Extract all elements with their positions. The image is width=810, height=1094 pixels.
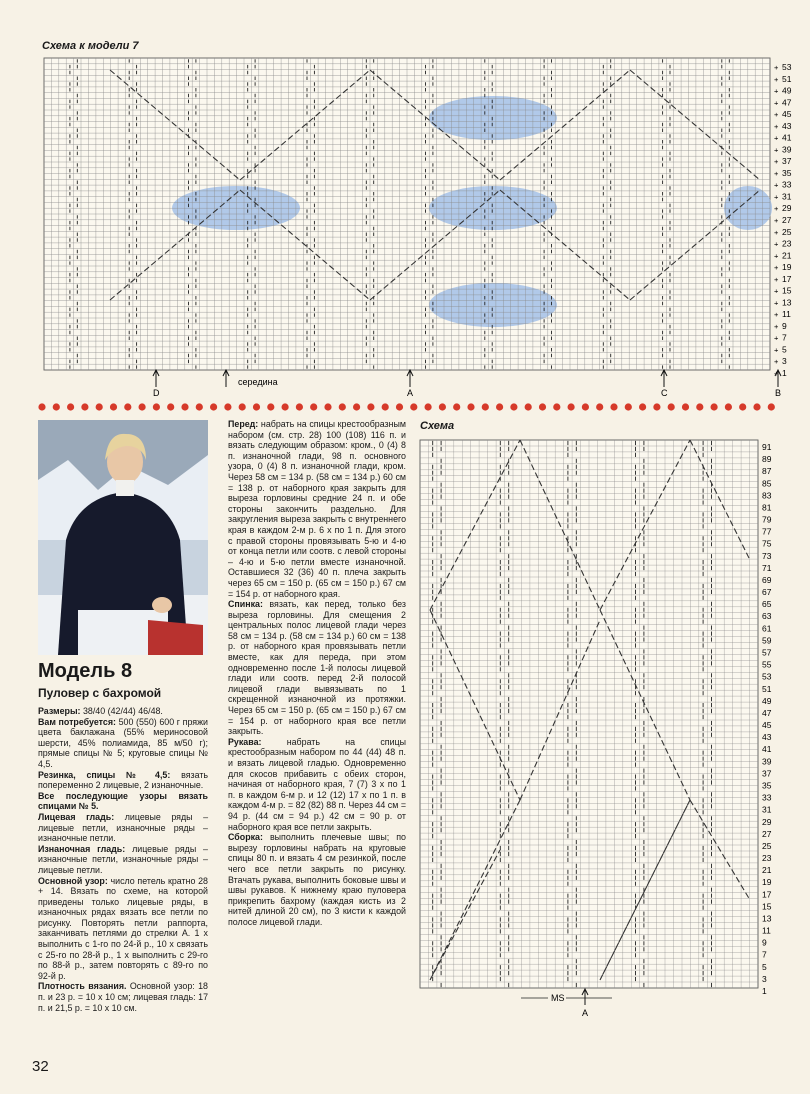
chart2-row-label: 7 (762, 949, 767, 960)
chart1-row-label: 33 (782, 179, 792, 190)
chart1-plus: + (774, 263, 779, 273)
chart2-row-label: 55 (762, 659, 772, 670)
chart2-row-label: 1 (762, 986, 767, 996)
sizes-head: Размеры: (38, 706, 81, 716)
chart2-row-label: 13 (762, 913, 772, 924)
chart1-row-label: 7 (782, 332, 787, 343)
chart1-plus: + (774, 168, 779, 178)
chart1-plus: + (774, 321, 779, 331)
chart2-row-label: 81 (762, 502, 772, 513)
chart2-row-label: 37 (762, 768, 772, 779)
chart1-row-label: 53 (782, 62, 792, 72)
chart2-row-label: 17 (762, 889, 772, 900)
chart1-row-label: 13 (782, 297, 792, 308)
chart1-row-label: 25 (782, 226, 792, 237)
chart2-row-label: 53 (762, 671, 772, 682)
chart1-plus: + (774, 286, 779, 296)
chart2-row-label: 63 (762, 611, 772, 622)
chart2-row-label: 89 (762, 454, 772, 465)
chart1-plus: + (774, 98, 779, 108)
chart2-row-label: 21 (762, 865, 772, 876)
chart2-row-label: 27 (762, 828, 772, 839)
chart2-row-label: 9 (762, 937, 767, 948)
chart1-row-label: 21 (782, 250, 792, 261)
chart1-plus: + (774, 216, 779, 225)
chart2-row-label: 11 (762, 925, 771, 936)
chart1-title: Схема к модели 7 (42, 40, 139, 52)
chart2-row-label: 45 (762, 720, 772, 731)
sleeves-text: набрать на спицы крестообразным набором по 44 (44) 48 п. и вязать лицевой гладью. Одновременно для скосов прибавить с обеих сторон, начиная от наборного края, 7 (7) 3 x по 1 п. в каждом 6-м р. и 12 (12) 17 x по 1 п. в каждом 4-м р. = 82 (82) 88 п. Через 44 см = 94 р. (44 см = 94 р.) 42 см = 90 р. от наборного края все петли закрыть. (228, 736, 406, 832)
chart2-row-label: 3 (762, 973, 767, 984)
chart2-row-label: 65 (762, 599, 772, 610)
chart1-marker-label: A (407, 388, 414, 398)
chart2-ms-label: MS (551, 993, 565, 1003)
chart2-row-label: 83 (762, 490, 772, 501)
chart2-row-label: 43 (762, 732, 772, 743)
chart1-marker-label: C (661, 388, 668, 398)
chart1-row-label: 5 (782, 344, 787, 355)
chart2-row-label: 47 (762, 707, 772, 718)
chart2-row-label: 91 (762, 442, 772, 452)
chart1-row-label: 11 (782, 309, 791, 320)
model-subtitle: Пуловер с бахромой (38, 686, 162, 700)
chart2-row-label: 79 (762, 514, 772, 525)
chart1-plus: + (774, 239, 779, 249)
main-pattern-text: число петель кратно 28 + 14. Вязать по схеме, на которой приведены только лицевые ряды, в изнаночных рядах вязать все петли по рисунку. Повторять петли раппорта, заканчивать петлями до стрелки A. 1 x выполнить с 1-го по 24-й р., 10 x связать с 25-го по 28-й р., 1 x выполнить с 29-го по 88-й р., затем повторять с 89-го по 92-й р. (38, 875, 208, 981)
chart1-row-label: 31 (782, 191, 792, 202)
chart2-marker-label: A (582, 1008, 589, 1018)
chart2-row-label: 29 (762, 816, 772, 827)
chart2-row-label: 69 (762, 574, 772, 585)
chart1-plus: + (774, 333, 779, 343)
chart2-row-label: 49 (762, 695, 772, 706)
sleeves-head: Рукава: (228, 736, 262, 747)
chart1-row-label: 39 (782, 144, 792, 155)
chart1-plus: + (774, 310, 779, 320)
model-title: Модель 8 (38, 660, 133, 682)
chart2-row-label: 75 (762, 538, 772, 549)
chart1-plus: + (774, 157, 779, 167)
chart2-row-label: 85 (762, 478, 772, 489)
front-head: Перед: (228, 419, 259, 429)
chart1-row-label: 47 (782, 97, 792, 108)
gauge-head: Плотность вязания. (38, 981, 127, 992)
chart1-row-label: 49 (782, 85, 792, 96)
chart1-row-label: 45 (782, 109, 792, 120)
assembly-head: Сборка: (228, 832, 263, 843)
reverse-head: Изнаночная гладь: (38, 843, 126, 854)
chart1-row-label: 23 (782, 238, 792, 249)
chart1-plus: + (774, 133, 779, 143)
chart2-row-label: 73 (762, 550, 772, 561)
chart2-row-label: 31 (762, 804, 772, 815)
chart1-plus: + (774, 251, 779, 261)
chart1-row-label: 1 (782, 368, 787, 378)
chart1-row-label: 17 (782, 273, 792, 284)
chart1-plus: + (774, 145, 779, 155)
chart1-row-label: 51 (782, 73, 792, 84)
chart2-row-label: 35 (762, 780, 772, 791)
chart2-row-label: 59 (762, 635, 772, 646)
chart1-marker-label: B (775, 388, 782, 398)
chart2-row-label: 67 (762, 587, 772, 598)
rib-head: Резинка, спицы № 4,5: (38, 769, 171, 780)
chart1-plus: + (774, 204, 779, 214)
chart2-row-label: 51 (762, 683, 772, 694)
chart1-plus: + (774, 227, 779, 237)
chart1-plus: + (774, 357, 779, 367)
back-head: Спинка: (228, 599, 263, 610)
materials-text: 500 (550) 600 г пряжи цвета баклажана (55% мериносовой шерсти, 45% полиамида, 85 м/50 г); прямые спицы № 5; круговые спицы № 4,5. (38, 716, 208, 769)
chart2-title: Схема (420, 420, 455, 432)
chart1-row-label: 15 (782, 285, 792, 296)
chart1-plus: + (774, 192, 779, 202)
chart2-marker-arrow (582, 989, 588, 1005)
chart2-row-label: 57 (762, 647, 772, 658)
rib-text: вязать попеременно 2 лицевые, 2 изнаночные. (38, 769, 209, 791)
chart2-row-label: 23 (762, 853, 772, 864)
chart1-row-label: 19 (782, 262, 792, 273)
chart2-row-label: 5 (762, 961, 767, 972)
front-text: набрать на спицы крестообразным набором (см. стр. 28) 100 (108) 116 п. и вязать следующим образом: кром., 0 (4) 8 п. изнаночной глади, 98 п. основного узора, 0 (4) 8 п. изнаночной глади, кром. Через 58 см = 134 р. (58 см = 134 р.) 60 см = 138 р. от наборного края закрыть для выреза горловины средние 24 п. и обе стороны закончить раздельно. Для закругления выреза закрыть с внутреннего края в каждом 2-м р. 6 x по 1 п. Для этого с правой стороны провязывать 5-ю и 4-ю от конца петли или соотв. с левой стороны – 4-ю и 5-ю петли вместе изнаночной. Оставшиеся 32 (36) 40 п. плеча закрыть через 65 см = 150 р. (65 см = 150 р.) 67 см = 154 р. от наборного края. (228, 419, 406, 599)
chart1-plus: + (774, 110, 779, 120)
chart1-plus: + (774, 86, 779, 96)
stockinette-text: лицевые ряды – лицевые петли, изнаночные ряды – изнаночные петли. (38, 811, 209, 844)
chart2-row-label: 61 (762, 623, 772, 634)
chart1-row-label: 37 (782, 156, 792, 167)
chart2-row-label: 19 (762, 877, 772, 888)
chart1-plus: + (774, 63, 779, 72)
chart1-row-label: 29 (782, 203, 792, 214)
chart1-marker-label: D (153, 388, 160, 398)
chart1-row-label: 3 (782, 356, 787, 367)
chart1-plus: + (774, 298, 779, 308)
chart1-plus: + (774, 369, 779, 378)
assembly-text: выполнить плечевые швы; по вырезу горловины набрать на круговые спицы 80 п. и вязать 4 см резинкой, после чего все петли закрыть по рисунку. Втачать рукава, выполнить боковые швы и швы рукавов. К нижнему краю пуловера прикрепить бахрому (каждая кисть из 2 нитей длиной 20 см), по 3 кисти к каждой полосе лицевой глади. (228, 832, 406, 927)
chart1-row-label: 41 (782, 132, 792, 143)
chart1-row-label: 27 (782, 215, 792, 225)
chart1-plus: + (774, 274, 779, 284)
chart1-plus: + (774, 74, 779, 84)
chart2-row-label: 77 (762, 526, 772, 537)
chart1-marker-label: середина (238, 377, 278, 387)
chart2-row-label: 41 (762, 744, 772, 755)
reverse-text: лицевые ряды – изнаночные петли, изнаночные ряды – лицевые петли. (38, 843, 208, 875)
page-number: 32 (32, 1058, 49, 1075)
chart1-row-label: 9 (782, 320, 787, 331)
chart2-row-label: 39 (762, 756, 772, 767)
chart1-row-label: 43 (782, 120, 792, 131)
stockinette-head: Лицевая гладь: (38, 811, 115, 822)
chart2-row-label: 15 (762, 901, 772, 912)
sizes-text: 38/40 (42/44) 46/48. (80, 706, 163, 716)
materials-head: Вам потребуется: (38, 716, 116, 727)
main-pattern-head: Основной узор: (38, 875, 108, 886)
gauge-text: Основной узор: 18 п. и 23 р. = 10 x 10 см; лицевая гладь: 17 п. и 21,5 р. = 10 x 10 см. (38, 981, 208, 1013)
chart2-row-label: 87 (762, 466, 772, 477)
chart2-gridlines (420, 440, 758, 988)
chart1-plus: + (774, 180, 779, 190)
chart2-row-label: 71 (762, 562, 772, 573)
chart2-row-label: 33 (762, 792, 772, 803)
chart1-row-label: 35 (782, 167, 792, 178)
chart2-row-label: 25 (762, 840, 772, 851)
back-text: вязать, как перед, только без выреза горловины. Для смещения 2 центральных полос лицевой глади через 58 см = 134 р. (58 см = 134 р.) 60 см = 138 р. от наборного края провязывать петли вместе, как для переда, при этом одновременно после 1-й полосы лицевой глади или соотв. перед 2-й полосой лицевой глади вывязывать по 1 скрещенной изнаночной из протяжки. Через 65 см = 150 р. (65 см = 150 р.) 67 см = 154 р. от наборного края все петли закрыть. (228, 599, 406, 737)
needles-note: Все последующие узоры вязать спицами № 5. (38, 790, 208, 812)
chart1-plus: + (774, 121, 779, 131)
chart1-plus: + (774, 345, 779, 355)
